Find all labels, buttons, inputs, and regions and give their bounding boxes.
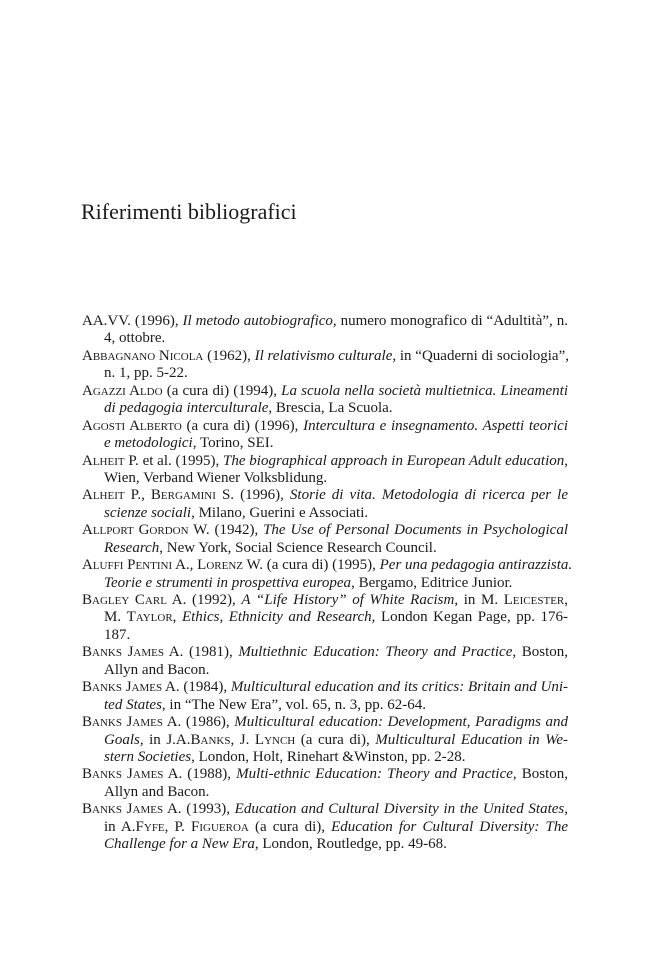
- citation-text: A.,: [172, 557, 198, 574]
- author-name: Alheit: [82, 452, 125, 469]
- bibliography-entry: [82, 679, 568, 714]
- work-title: Multicultural education: Development, Paradigms and: [234, 714, 568, 731]
- citation-text: A. (1992),: [166, 592, 242, 608]
- author-name: Banks James: [82, 644, 164, 661]
- author-name: Allport Gordon: [82, 522, 189, 539]
- citation-text: M.: [104, 609, 127, 626]
- entry-line: [82, 627, 568, 644]
- author-name: Lorenz: [197, 557, 243, 574]
- citation-text: , Boston,: [512, 644, 568, 661]
- citation-text: ,: [172, 609, 182, 626]
- work-title: Education for Cultural Diversity: The: [331, 818, 568, 835]
- entry-line: [82, 732, 568, 749]
- citation-text: Allyn and Bacon.: [104, 661, 210, 678]
- bibliography-entry: [82, 487, 568, 522]
- citation-text: (a cura di),: [295, 731, 376, 748]
- entry-line: [82, 348, 568, 365]
- author-name: Banks James: [82, 801, 164, 818]
- citation-text: , New York, Social Science Research Council.: [159, 539, 437, 556]
- author-name: Leicester: [503, 592, 565, 608]
- work-title: Research: [104, 539, 160, 556]
- work-title: ted States: [104, 696, 162, 713]
- citation-text: P. et al. (1995),: [124, 452, 224, 469]
- author-name: Lynch: [254, 731, 296, 748]
- bibliography-entry: [82, 313, 568, 348]
- work-title: Goals: [104, 731, 140, 748]
- citation-text: ,: [564, 592, 569, 608]
- work-title: Intercultura e insegnamento. Aspetti teorici: [303, 417, 568, 434]
- entry-line: [82, 679, 568, 696]
- citation-text: , in “Quaderni di sociologia”,: [392, 347, 569, 364]
- entry-line: [82, 313, 568, 330]
- entry-line: [82, 435, 568, 452]
- citation-text: AA.VV. (1996),: [82, 313, 183, 329]
- work-title: La scuola nella società multietnica. Lineamenti: [281, 382, 569, 399]
- work-title: Per una pedagogia antirazzista.: [379, 557, 573, 574]
- entry-line: [82, 644, 568, 661]
- citation-text: 4, ottobre.: [104, 330, 166, 347]
- author-name: Figueroa: [191, 818, 249, 835]
- work-title: scienze sociali: [104, 504, 192, 521]
- author-name: Alheit: [82, 487, 125, 504]
- bibliography-entry: [82, 766, 568, 801]
- entry-line: [82, 819, 568, 836]
- citation-text: , Milano, Guerini e Associati.: [191, 504, 369, 521]
- entry-line: [82, 453, 568, 470]
- entry-line: [82, 557, 573, 574]
- bibliography-entry: [82, 557, 573, 592]
- bibliography-entry: [82, 453, 568, 488]
- work-title: Teorie e strumenti in prospettiva europea: [104, 574, 352, 591]
- citation-text: Allyn and Bacon.: [104, 783, 210, 800]
- bibliography-entry: [82, 644, 568, 679]
- entry-line: [82, 575, 568, 592]
- author-name: Bagley Carl: [82, 592, 167, 608]
- entry-line: [82, 540, 568, 557]
- entry-line: [82, 522, 568, 539]
- work-title: di pedagogia interculturale: [104, 400, 269, 417]
- citation-text: , Torino, SEI.: [192, 435, 274, 452]
- bibliography-entry: [82, 348, 568, 383]
- citation-text: A. (1984),: [162, 679, 231, 696]
- entry-line: [82, 662, 568, 679]
- entry-line: [82, 470, 568, 487]
- work-title: Multicultural education and its critics: Britain and Uni-: [230, 679, 569, 696]
- citation-text: , Brescia, La Scuola.: [268, 400, 393, 417]
- work-title: The Use of Personal Documents in Psychological: [263, 522, 568, 539]
- entry-line: [82, 365, 568, 382]
- entry-line: [82, 609, 568, 626]
- citation-text: P.,: [124, 487, 151, 504]
- citation-text: , J.: [230, 731, 255, 748]
- citation-text: Wien, Verband Wiener Volksblidung.: [104, 469, 328, 486]
- citation-text: , Boston,: [512, 766, 568, 783]
- entry-line: [82, 714, 568, 731]
- citation-text: A. (1988),: [163, 766, 237, 783]
- work-title: e metodologici: [104, 435, 193, 452]
- citation-text: W. (1942),: [188, 522, 264, 539]
- citation-text: , London, Holt, Rinehart &Winston, pp. 2-28.: [191, 748, 466, 765]
- citation-text: n. 1, pp. 5-22.: [104, 365, 188, 382]
- entry-line: [82, 784, 568, 801]
- author-name: Bergamini: [150, 487, 216, 504]
- citation-text: ,: [564, 801, 568, 818]
- work-title: The biographical approach in European Adult education: [223, 452, 565, 469]
- author-name: Banks: [190, 731, 231, 748]
- author-name: Banks James: [82, 766, 164, 783]
- entry-line: [82, 836, 568, 853]
- author-name: Banks James: [82, 679, 163, 696]
- citation-text: S. (1996),: [215, 487, 290, 504]
- citation-text: (a cura di),: [248, 818, 332, 835]
- entry-line: [82, 697, 568, 714]
- entry-line: [82, 383, 568, 400]
- entry-line: [82, 592, 568, 609]
- citation-text: in A.: [104, 818, 136, 835]
- entry-line: [82, 487, 568, 504]
- author-name: Agazzi Aldo: [82, 382, 163, 399]
- bibliography-entry: [82, 801, 568, 853]
- author-name: Banks James: [82, 714, 163, 731]
- citation-text: , Bergamo, Editrice Junior.: [351, 574, 513, 591]
- entry-line: [82, 766, 568, 783]
- entry-line: [82, 418, 568, 435]
- citation-text: , numero monografico di “Adultità”, n.: [332, 313, 568, 329]
- entry-line: [82, 749, 568, 766]
- work-title: Education and Cultural Diversity in the United States: [234, 801, 565, 818]
- bibliography-entry: [82, 522, 568, 557]
- work-title: stern Societies: [104, 748, 192, 765]
- citation-text: A. (1981),: [163, 644, 239, 661]
- citation-text: , P.: [164, 818, 192, 835]
- bibliography-entry: [82, 592, 568, 644]
- entry-line: [82, 400, 568, 417]
- author-name: Aluffi Pentini: [82, 557, 173, 574]
- work-title: Multiethnic Education: Theory and Practice: [238, 644, 513, 661]
- bibliography-entry: [82, 383, 568, 418]
- citation-text: A. (1993),: [163, 801, 235, 818]
- citation-text: 187.: [104, 626, 131, 643]
- bibliography-list: [82, 313, 573, 854]
- citation-text: , London, Routledge, pp. 49-68.: [254, 836, 447, 853]
- work-title: Storie di vita. Metodologia di ricerca per le: [289, 487, 568, 504]
- page-title: Riferimenti bibliografici: [81, 199, 297, 224]
- author-name: Fyfe: [135, 818, 165, 835]
- bibliography-entry: [82, 714, 568, 766]
- entry-line: [82, 801, 568, 818]
- entry-line: [82, 505, 568, 522]
- citation-text: W. (a cura di) (1995),: [242, 557, 380, 574]
- work-title: Il relativismo culturale: [254, 347, 393, 364]
- author-name: Agosti Alberto: [82, 417, 182, 434]
- citation-text: (a cura di) (1996),: [181, 417, 304, 434]
- citation-text: (a cura di) (1994),: [162, 382, 282, 399]
- work-title: Ethics, Ethnicity and Research: [181, 609, 372, 626]
- work-title: Il metodo autobiografico: [182, 313, 333, 329]
- citation-text: A. (1986),: [162, 714, 235, 731]
- citation-text: (1962),: [203, 347, 255, 364]
- citation-text: , in M.: [454, 592, 504, 608]
- work-title: Multicultural Education in We-: [375, 731, 568, 748]
- bibliography-entry: [82, 418, 568, 453]
- citation-text: ,: [564, 452, 568, 469]
- citation-text: , in J.A.: [139, 731, 191, 748]
- work-title: Multi-ethnic Education: Theory and Practice: [236, 766, 513, 783]
- citation-text: , London Kegan Page, pp. 176-: [371, 609, 569, 626]
- work-title: Challenge for a New Era: [104, 836, 255, 853]
- author-name: Taylor: [126, 609, 173, 626]
- entry-line: [82, 330, 568, 347]
- author-name: Abbagnano Nicola: [82, 347, 204, 364]
- work-title: A “Life History” of White Racism: [241, 592, 455, 608]
- citation-text: , in “The New Era”, vol. 65, n. 3, pp. 62-64.: [161, 696, 427, 713]
